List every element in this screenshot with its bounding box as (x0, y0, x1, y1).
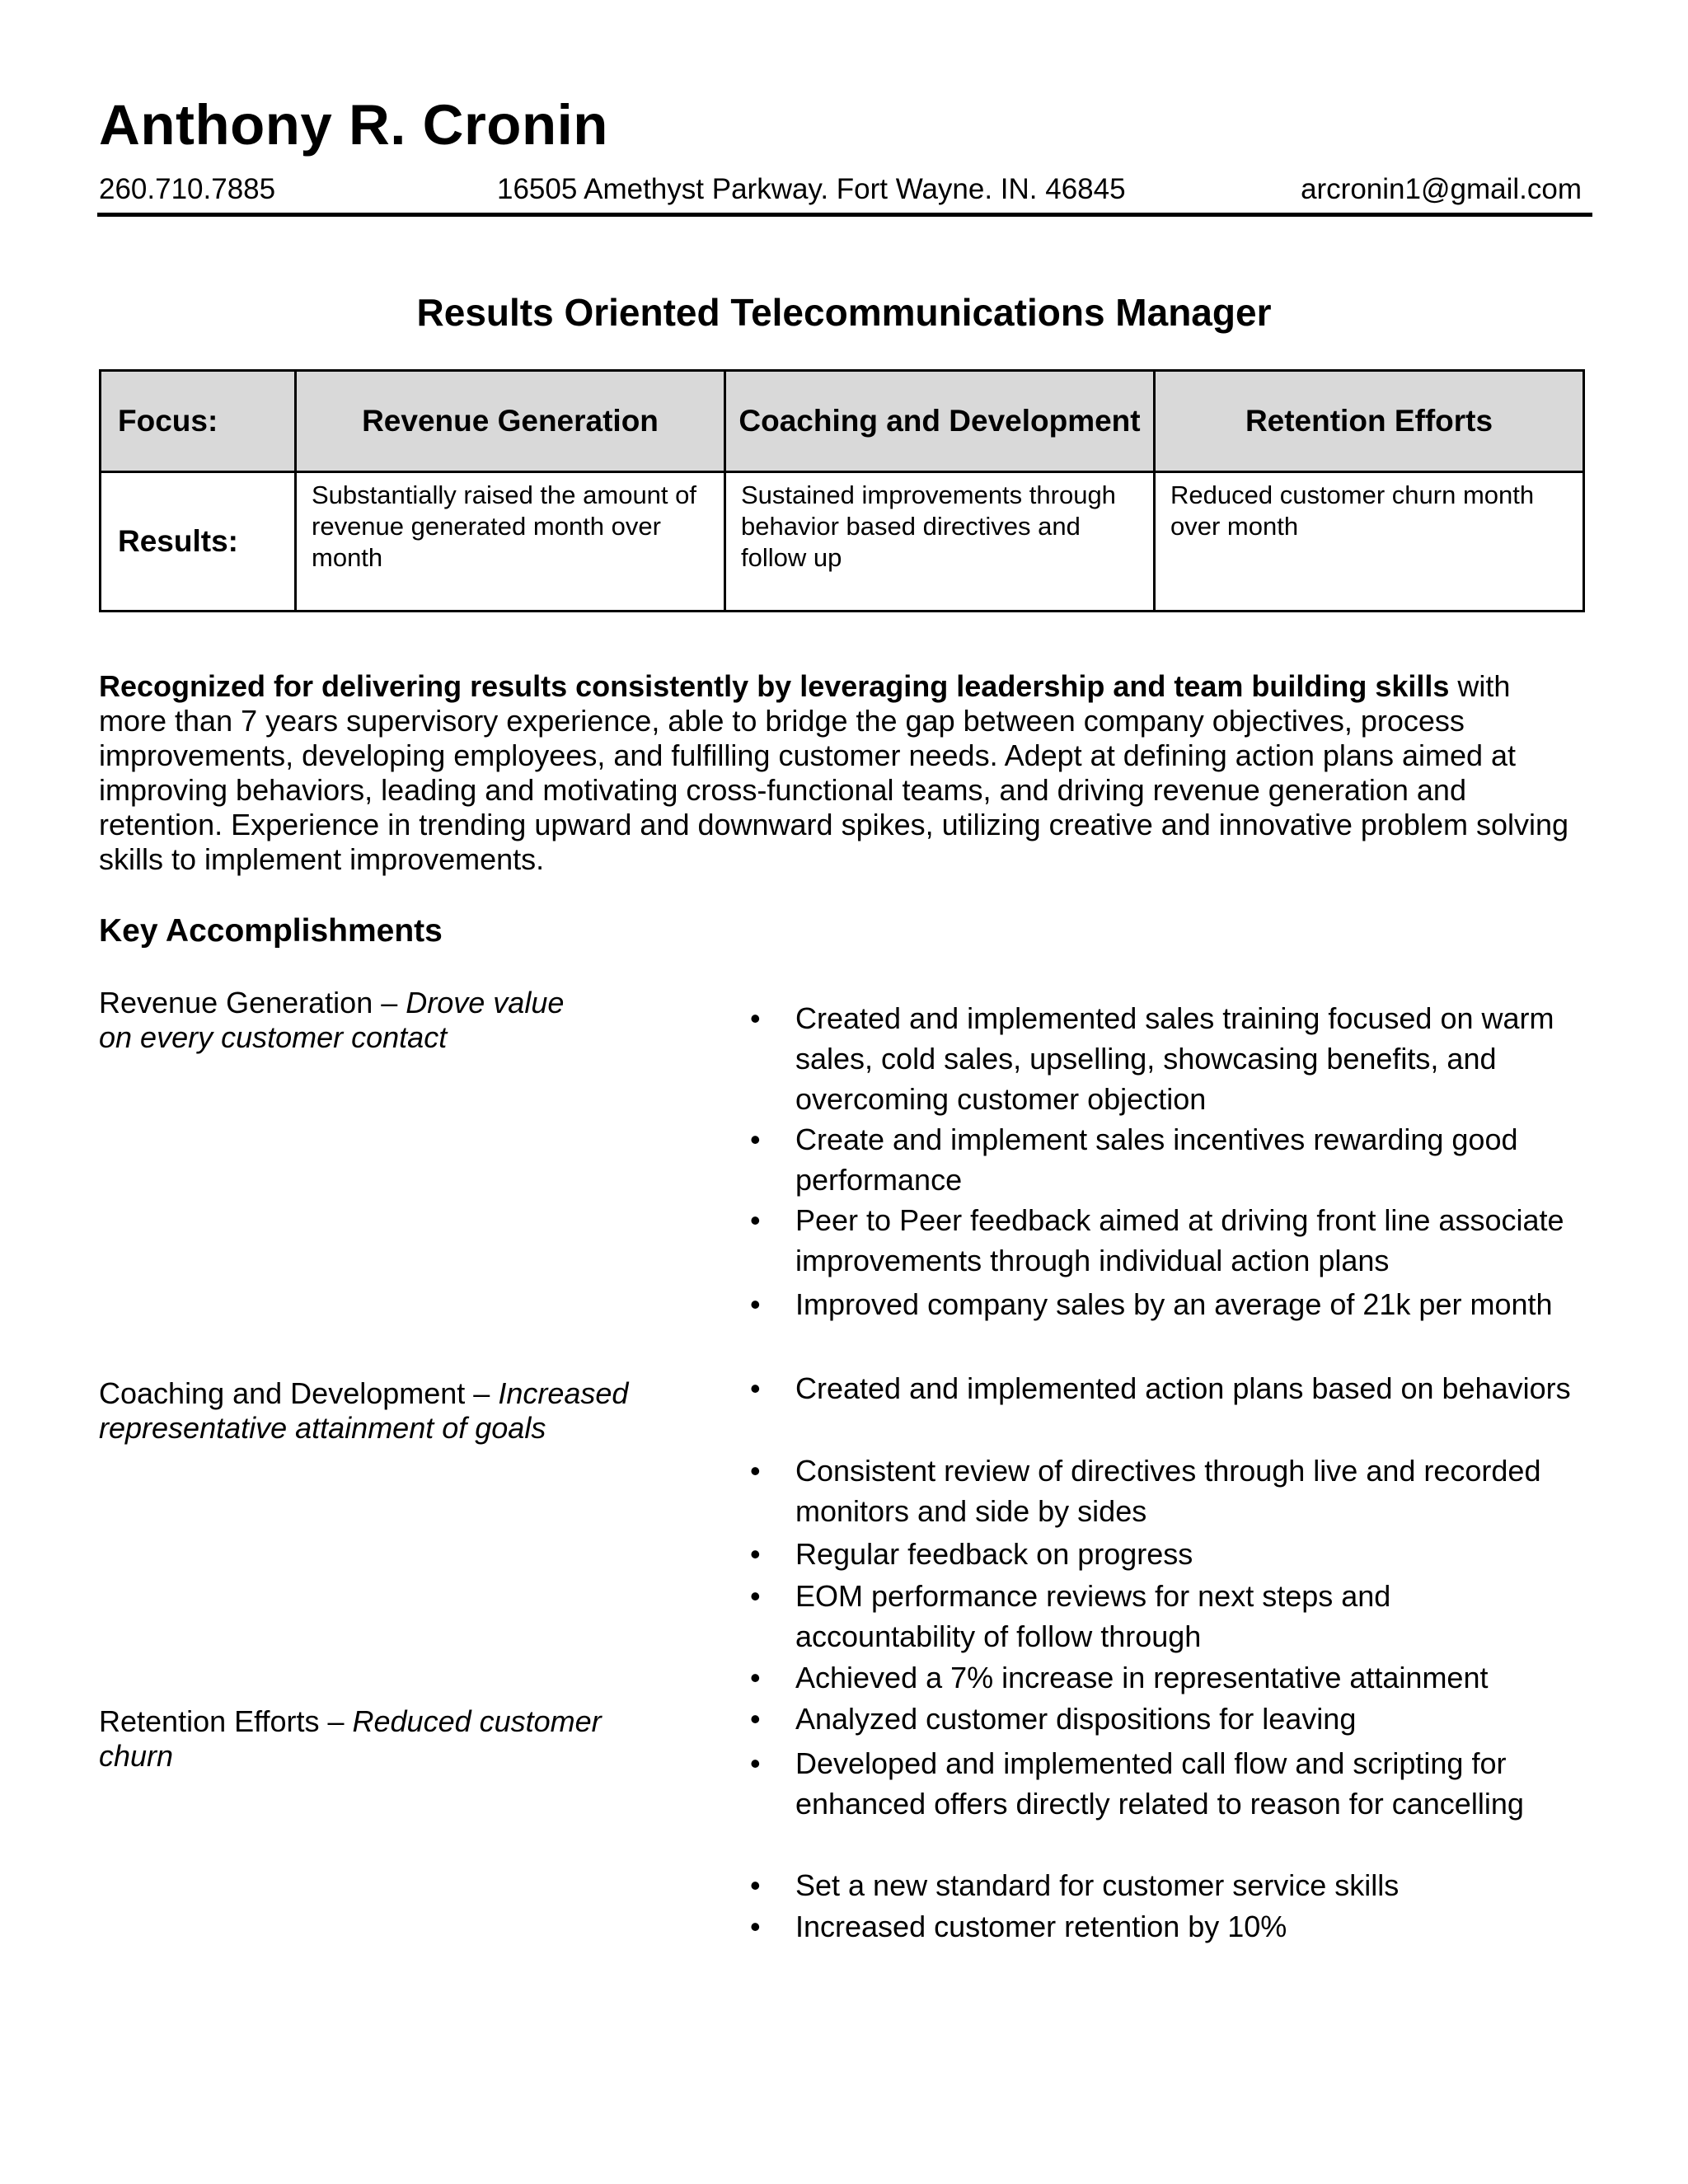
bullet-item (750, 1865, 1578, 1905)
bullet-icon: • (750, 1661, 761, 1694)
area-retention-efforts (99, 1704, 643, 1774)
bullet-icon: • (750, 1910, 761, 1943)
bullet-text: Regular feedback on progress (795, 1537, 1193, 1571)
bullet-item (750, 1906, 1578, 1947)
bullet-text: Created and implemented sales training focused on warm sales, cold sales, upselling, showcasing benefits, and overcoming customer objection (795, 1001, 1554, 1116)
bullet-icon: • (750, 1579, 761, 1613)
focus-retention-efforts: Retention Efforts (1155, 371, 1584, 472)
area-name: Coaching and Development – (99, 1376, 499, 1410)
bullet-text: Create and implement sales incentives rewarding good performance (795, 1122, 1518, 1197)
bullet-text: Set a new standard for customer service skills (795, 1868, 1400, 1902)
result-retention-efforts: Reduced customer churn month over month (1155, 472, 1584, 612)
bullet-item (750, 1119, 1578, 1200)
bullet-item (750, 1534, 1578, 1574)
area-name: Revenue Generation – (99, 986, 406, 1019)
bullet-item (750, 1451, 1578, 1531)
area-name: Retention Efforts – (99, 1704, 353, 1738)
bullet-item (750, 1368, 1578, 1408)
bullet-text: Increased customer retention by 10% (795, 1910, 1287, 1943)
bullet-icon: • (750, 1454, 761, 1488)
bullet-icon: • (750, 1868, 761, 1902)
professional-summary (99, 669, 1582, 877)
email-address: arcronin1@gmail.com (1301, 173, 1582, 205)
summary-lead: Recognized for delivering results consistently by leveraging leadership and team building skills (99, 669, 1450, 703)
key-accomplishments-heading: Key Accomplishments (99, 913, 443, 949)
bullet-text: Analyzed customer dispositions for leaving (795, 1702, 1357, 1736)
bullet-item (750, 998, 1578, 1119)
area-detail: Reduced customer churn (99, 1704, 602, 1773)
focus-coaching-development: Coaching and Development (725, 371, 1155, 472)
bullet-icon: • (750, 1702, 761, 1736)
summary-body: with more than 7 years supervisory experience, able to bridge the gap between company objectives, process improvements, developing employees, and fulfilling customer needs. Adept at defining action plans aimed at improving behaviors, leading and motivating cross-functional teams, and driving revenue generation and retention. Experience in trending upward and downward spikes, utilizing creative and innovative problem solving skills to implement improvements. (99, 669, 1569, 876)
bullet-text: Improved company sales by an average of 21k per month (795, 1287, 1553, 1321)
address: 16505 Amethyst Parkway. Fort Wayne. IN. 46845 (497, 173, 1126, 205)
area-coaching-development (99, 1376, 668, 1446)
bullet-text: Achieved a 7% increase in representative attainment (795, 1661, 1489, 1694)
header-divider (97, 213, 1592, 217)
results-row (101, 472, 1584, 612)
bullet-text: Created and implemented action plans based on behaviors (795, 1371, 1571, 1405)
phone-number: 260.710.7885 (99, 173, 276, 205)
bullet-icon: • (750, 1746, 761, 1780)
area-detail: Increased representative attainment of goals (99, 1376, 629, 1445)
resume-headline: Results Oriented Telecommunications Manager (416, 291, 1272, 334)
focus-label: Focus: (101, 371, 296, 472)
area-detail: Drove value on every customer contact (99, 986, 565, 1054)
result-coaching-development: Sustained improvements through behavior based directives and follow up (725, 472, 1155, 612)
bullet-item (750, 1200, 1578, 1281)
candidate-name: Anthony R. Cronin (99, 93, 608, 157)
bullet-item (750, 1576, 1578, 1657)
focus-revenue-generation: Revenue Generation (296, 371, 725, 472)
bullet-text: Consistent review of directives through live and recorded monitors and side by sides (795, 1454, 1541, 1528)
bullet-icon: • (750, 1287, 761, 1321)
bullet-item (750, 1743, 1578, 1824)
bullet-text: Peer to Peer feedback aimed at driving front line associate improvements through individual action plans (795, 1203, 1564, 1277)
focus-results-table (99, 369, 1585, 612)
bullet-item (750, 1699, 1578, 1739)
area-revenue-generation (99, 986, 602, 1055)
bullet-icon: • (750, 1537, 761, 1571)
result-revenue-generation: Substantially raised the amount of revenue generated month over month (296, 472, 725, 612)
bullet-icon: • (750, 1203, 761, 1237)
bullet-item (750, 1284, 1578, 1324)
bullet-icon: • (750, 1001, 761, 1035)
results-label: Results: (101, 472, 296, 612)
bullet-text: EOM performance reviews for next steps and accountability of follow through (795, 1579, 1391, 1653)
bullet-item (750, 1657, 1578, 1698)
bullet-icon: • (750, 1371, 761, 1405)
bullet-icon: • (750, 1122, 761, 1156)
bullet-text: Developed and implemented call flow and scripting for enhanced offers directly related to reason for cancelling (795, 1746, 1524, 1821)
focus-row (101, 371, 1584, 472)
